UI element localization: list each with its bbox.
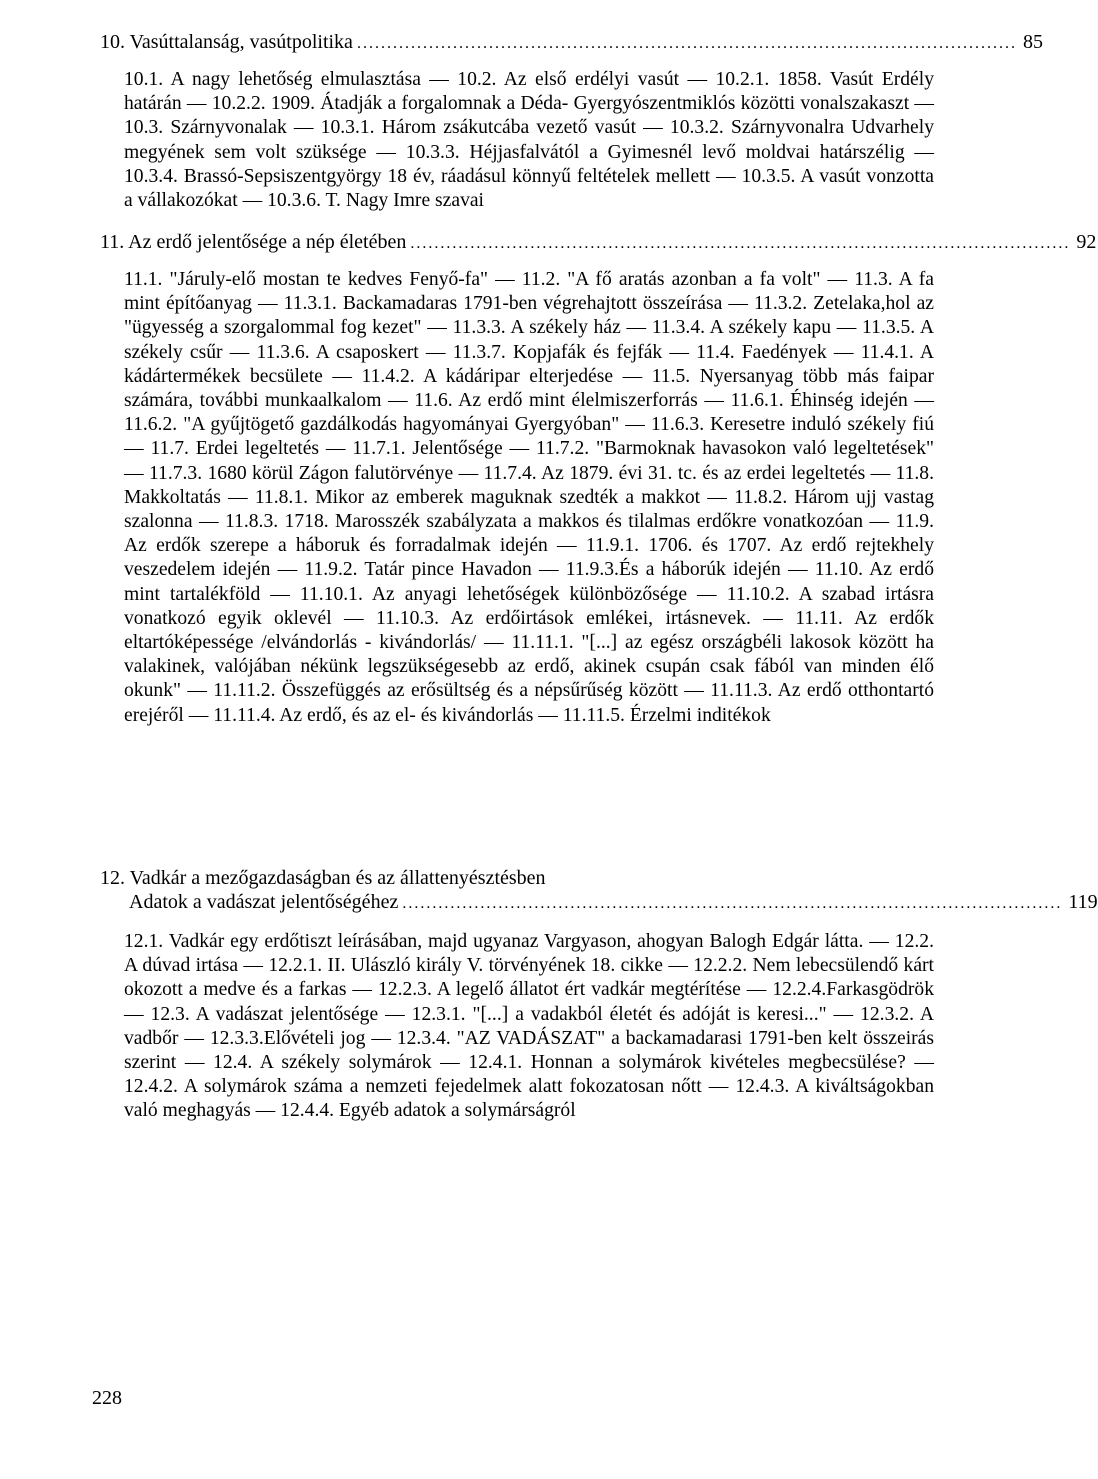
chapter-11-contents: 11.1. "Járuly-elő mostan te kedves Fenyő-fa" — 11.2. "A fő aratás azonban a fa volt" — 11.3. A fa mint építőanyag — 11.3.1. Backamadaras 1791-ben végrehajtott összeírása — 11.3.2. Zetelaka,hol az "ügyesség a szorgalommal fog kezet" — 11.3.3. A székely ház — 11.3.4. A székely kapu — 11.3.5. A székely csűr — 11.3.6. A csaposkert — 11.3.7. Kopjafák és fejfák — 11.4. Faedények — 11.4.1. A kádártermékek becsülete — 11.4.2. A kádáripar elterjedése — 11.5. Nyersanyag több más faipar számára, további munkaalkalom — 11.6. Az erdő mint élelmiszerforrás — 11.6.1. Éhinség idején — 11.6.2. "A gyűjtögető gazdálkodás hagyományai Gyergyóban" — 11.6.3. Keresetre induló székely fiú — 11.7. Erdei legeltetés — 11.7.1. Jelentősége — 11.7.2. "Barmoknak havasokon való legeltetések" — 11.7.3. 1680 körül Zágon falutörvénye — 11.7.4. Az 1879. évi 31. tc. és az erdei legeltetés — 11.8. Makkoltatás — 11.8.1. Mikor az emberek maguknak szedték a makkot — 11.8.2. Három ujj vastag szalonna — 11.8.3. 1718. Marosszék szabályzata a makkos és tilalmas erdőkre vonatkozóan — 11.9. Az erdők szerepe a háboruk és forradalmak idején — 11.9.1. 1706. és 1707. Az erdő rejtekhely veszedelem idején — 11.9.2. Tatár pince Havadon — 11.9.3.És a háborúk idején — 11.10. Az erdő mint tartalékföld — 11.10.1. Az anyagi lehetőségek különbözősége — 11.10.2. A szabad irtásra vonatkozó egyik oklevél — 11.10.3. Az erdőirtások emlékei, irtásnevek. — 11.11. Az erdők eltartóképessége /elvándorlás - kivándorlás/ — 11.11.1. "[...] az egész országbéli lakosok között ha valakinek, valójában nékünk legszükségesebb az erdő, akinek csupán csak fából van minden élő okunk" — 11.11.2. Összefüggés az erősültség és a népsűrűség között — 11.11.3. Az erdő otthontartó erejéről — 11.11.4. Az erdő, és az el- és kivándorlás — 11.11.5. Érzelmi inditékok bbox=[124, 269, 934, 726]
chapter-10-contents: 10.1. A nagy lehetőség elmulasztása — 10.2. Az első erdélyi vasút — 10.2.1. 1858. Vasút Erdély határán — 10.2.2. 1909. Átadják a forgalomnak a Déda- Gyergyószentmiklós közötti vonalszakaszt — 10.3. Szárnyvonalak — 10.3.1. Három zsákutcába vezető vasút — 10.3.2. Szárnyvonalra Udvarhely megyének sem volt szüksége — 10.3.3. Héjjasfalvától a Gyimesnél levő moldvai határszélig — 10.3.4. Brassó-Sepsiszentgyörgy 18 év, ráadásul könnyű feltételek mellett — 10.3.5. A vasút vonzotta a vállakozókat — 10.3.6. T. Nagy Imre szavai bbox=[124, 69, 934, 212]
chapter-subtitle: Adatok a vadászat jelentőségéhez bbox=[129, 891, 399, 913]
chapter-page-number: 119 bbox=[1068, 891, 1098, 913]
chapter-title: 11. Az erdő jelentősége a nép életében bbox=[100, 231, 407, 253]
chapter-12-contents: 12.1. Vadkár egy erdőtiszt leírásában, majd ugyanaz Vargyason, ahogyan Balogh Edgár látta. — 12.2. A dúvad irtása — 12.2.1. II. Ulászló király V. törvényének 18. cikke — 12.2.2. Nem lebecsülendő kárt okozott a medve és a farkas — 12.2.3. A legelő állatot ért vadkár megtérítése — 12.2.4.Farkasgödrök — 12.3. A vadászat jelentősége — 12.3.1. "[...] a vadakból életét és adóját is keresi..." — 12.3.2. A vadbőr — 12.3.3.Elővételi jog — 12.3.4. "AZ VADÁSZAT" a backamadarasi 1791-ben kelt összeirás szerint — 12.4. A székely solymárok — 12.4.1. Honnan a solymárok kivételes megbecsülése? — 12.4.2. A solymárok száma a nemzeti fejedelmek alatt fokozatosan nőtt — 12.4.3. A kiváltságokban való meghagyás — 12.4.4. Egyéb adatok a solymárságról bbox=[124, 931, 934, 1122]
chapter-page-number: 85 bbox=[1022, 31, 1043, 53]
page-number: 228 bbox=[92, 1387, 122, 1409]
toc-heading-chapter-12 bbox=[129, 890, 1098, 916]
chapter-page-number: 92 bbox=[1076, 231, 1097, 253]
dot-leader: .............................................................................................................. bbox=[402, 895, 1063, 912]
toc-heading-chapter-10 bbox=[100, 30, 1043, 56]
toc-heading-chapter-11 bbox=[100, 230, 1097, 256]
chapter-title: 10. Vasúttalanság, vasútpolitika bbox=[100, 31, 353, 53]
chapter-12-title: 12. Vadkár a mezőgazdaságban és az állattenyésztésben bbox=[100, 867, 546, 889]
dot-leader: .............................................................................................................. bbox=[356, 35, 1017, 52]
dot-leader: .............................................................................................................. bbox=[410, 235, 1071, 252]
